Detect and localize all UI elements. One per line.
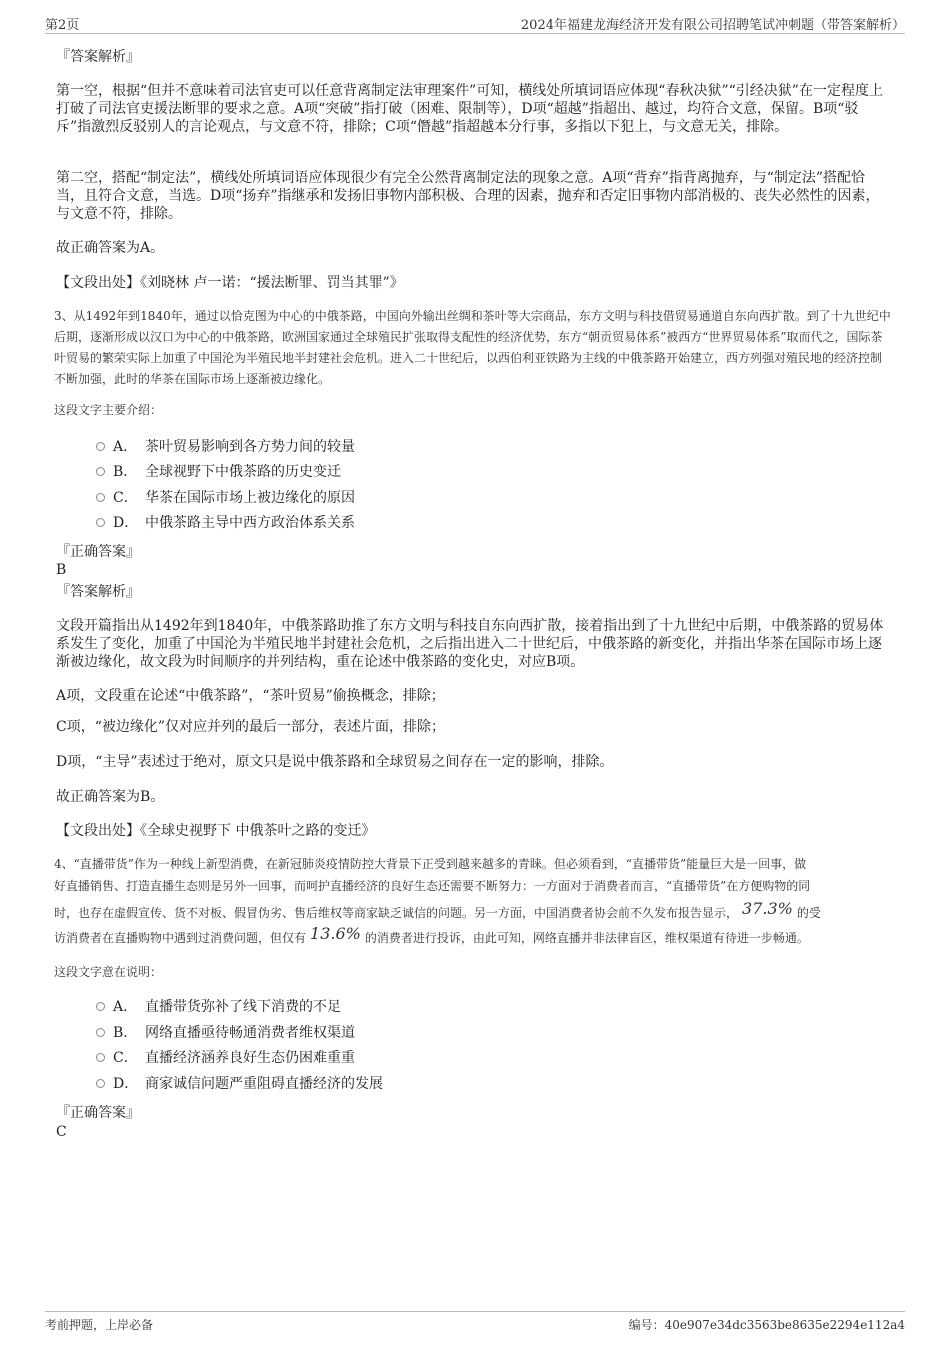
percentage-13: 13.6% <box>310 924 361 943</box>
q2-analysis-label: 『答案解析』 <box>56 49 140 65</box>
q4-stem-line-3: 时，也存在虚假宣传、货不对板、假冒伪劣、售后维权等商家缺乏诚信的问题。另一方面，中国消费者协会前不久发布报告显示， 37.3% 的受 <box>54 899 821 920</box>
percentage-37: 37.3% <box>742 899 793 918</box>
q4-option-c[interactable]: C． 直播经济涵养良好生态仍困难重重 <box>96 1048 355 1068</box>
q3-answer-label: 『正确答案』 <box>56 544 140 560</box>
q3-option-d[interactable]: D． 中俄茶路主导中西方政治体系关系 <box>96 513 355 533</box>
q3-stem: 3、从1492年到1840年，通过以恰克图为中心的中俄茶路，中国向外输出丝绸和茶叶等大宗商品，东方文明与科技借贸易通道自东向西扩散。到了十九世纪中后期，逐渐形成以汉口为中心的中俄茶路，欧洲国家通过全球殖民扩张取得支配性的经济优势，东方“朝贡贸易体系”被西方“世界贸易体系”取而代之，国际茶叶贸易的繁荣实际上加重了中国沦为半殖民地半封建社会危机。进入二十世纪后，以西伯利亚铁路为主线的中俄茶路开始建立，西方列强对殖民地的经济控制不断加强，此时的华茶在国际市场上逐渐被边缘化。 <box>54 309 891 386</box>
q3-analysis-p2: A项，文段重在论述“中俄茶路”，“茶叶贸易”偷换概念，排除； <box>56 688 445 704</box>
q2-analysis-p1: 第一空，根据“但并不意味着司法官吏可以任意背离制定法审理案件”可知，横线处所填词语应体现“春秋决狱”“引经决狱”在一定程度上打破了司法官吏援法断罪的要求之意。A项“突破”指打破（困难、限制等），D项“超越”指超出、越过，均符合文意，保留。B项“驳斥”指激烈反驳别人的言论观点，与文意不符，排除；C项“僭越”指超越本分行事，多指以下犯上，与文意无关，排除。 <box>56 83 883 135</box>
q4-option-d[interactable]: D． 商家诚信问题严重阻碍直播经济的发展 <box>96 1074 383 1094</box>
q3-source: 【文段出处】《全球史视野下 中俄茶叶之路的变迁》 <box>56 823 376 839</box>
radio-icon[interactable] <box>96 1028 105 1037</box>
radio-icon[interactable] <box>96 1002 105 1011</box>
q2-analysis-p2: 第二空，搭配“制定法”，横线处所填词语应体现很少有完全公然背离制定法的现象之意。A项“背弃”指背离抛弃，与“制定法”搭配恰当，且符合文意，当选。D项“扬弃”指继承和发扬旧事物内部积极、合理的因素，抛弃和否定旧事物内部消极的、丧失必然性的因素，与文意不符，排除。 <box>56 170 880 222</box>
q4-stem-line-1: 4、“直播带货”作为一种线上新型消费，在新冠肺炎疫情防控大背景下正受到越来越多的青睐。但必须看到，“直播带货”能量巨大是一回事，做 <box>54 857 807 871</box>
q3-analysis-p4: D项，“主导”表述过于绝对，原文只是说中俄茶路和全球贸易之间存在一定的影响，排除。 <box>56 754 614 770</box>
q3-conclusion: 故正确答案为B。 <box>56 789 165 805</box>
q3-option-a[interactable]: A． 茶叶贸易影响到各方势力间的较量 <box>96 437 355 457</box>
document-title: 2024年福建龙海经济开发有限公司招聘笔试冲刺题（带答案解析） <box>520 18 905 33</box>
q3-analysis-p1: 文段开篇指出从1492年到1840年，中俄茶路助推了东方文明与科技自东向西扩散，接着指出到了十九世纪中后期，中俄茶路的贸易体系发生了变化，加重了中国沦为半殖民地半封建社会危机，之后指出进入二十世纪后，中俄茶路的新变化，并指出华茶在国际市场上逐渐被边缘化，故文段为时间顺序的并列结构，重在论述中俄茶路的变化史，对应B项。 <box>56 618 884 670</box>
q3-option-b[interactable]: B． 全球视野下中俄茶路的历史变迁 <box>96 462 341 482</box>
q4-prompt: 这段文字意在说明： <box>54 965 163 979</box>
radio-icon[interactable] <box>96 467 105 476</box>
q4-stem-line-2: 好直播销售、打造直播生态则是另外一回事，而呵护直播经济的良好生态还需要不断努力：一方面对于消费者而言，“直播带货”在方便购物的同 <box>54 879 811 893</box>
page-header <box>45 14 905 34</box>
page-footer <box>45 1311 905 1335</box>
q3-analysis-label: 『答案解析』 <box>56 584 140 600</box>
radio-icon[interactable] <box>96 1053 105 1062</box>
q2-conclusion: 故正确答案为A。 <box>56 240 165 256</box>
q4-answer-label: 『正确答案』 <box>56 1105 140 1121</box>
document-id: 编号：40e907e34dc3563be8635e2294e112a4 <box>628 1318 905 1332</box>
footer-slogan: 考前押题，上岸必备 <box>45 1318 154 1332</box>
q3-analysis-p3: C项，“被边缘化”仅对应并列的最后一部分，表述片面，排除； <box>56 719 446 735</box>
q2-source: 【文段出处】《刘晓林 卢一诺：“援法断罪、罚当其罪”》 <box>56 275 404 291</box>
q3-option-c[interactable]: C． 华茶在国际市场上被边缘化的原因 <box>96 488 355 508</box>
radio-icon[interactable] <box>96 518 105 527</box>
q4-stem-line-4: 访消费者在直播购物中遇到过消费问题，但仅有 13.6% 的消费者进行投诉，由此可知，网络直播并非法律盲区，维权渠道有待进一步畅通。 <box>54 924 809 945</box>
page-number: 第2页 <box>45 18 80 33</box>
q3-prompt: 这段文字主要介绍： <box>54 403 163 417</box>
radio-icon[interactable] <box>96 1079 105 1088</box>
q4-option-b[interactable]: B． 网络直播亟待畅通消费者维权渠道 <box>96 1023 355 1043</box>
q4-answer: C <box>56 1124 67 1140</box>
radio-icon[interactable] <box>96 442 105 451</box>
q4-option-a[interactable]: A． 直播带货弥补了线下消费的不足 <box>96 997 341 1017</box>
radio-icon[interactable] <box>96 493 105 502</box>
q3-answer: B <box>56 562 67 578</box>
